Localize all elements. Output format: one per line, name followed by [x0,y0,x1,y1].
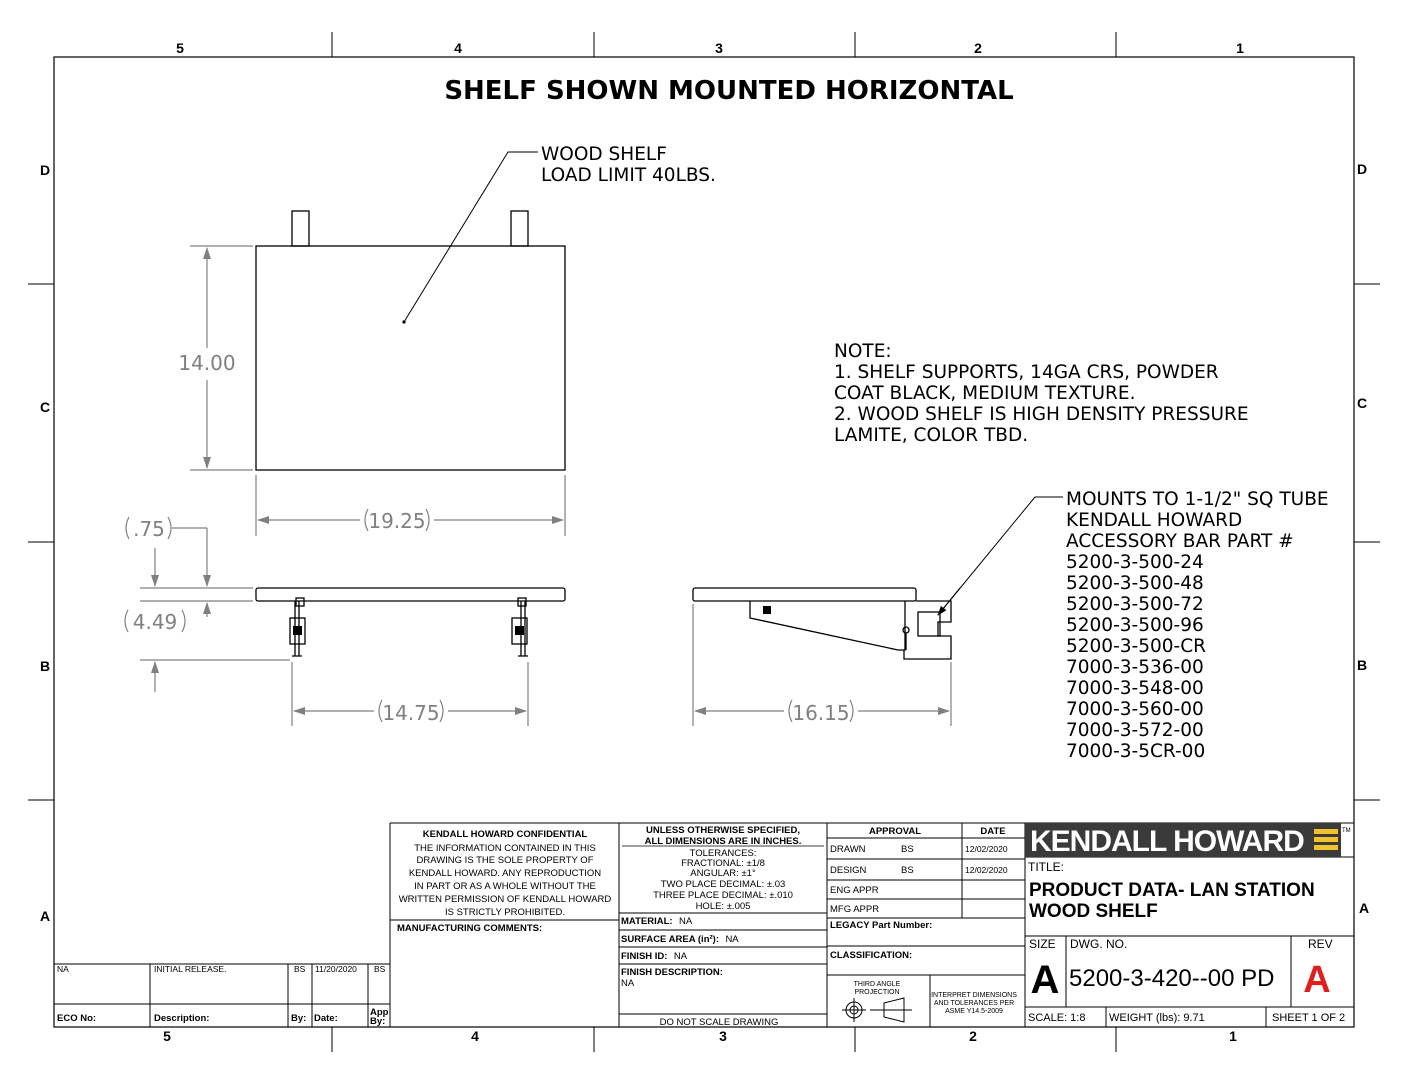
approval-row-date: 12/02/2020 [965,865,1008,875]
dwg-label: DWG. NO. [1070,937,1128,951]
approval-block [830,826,1017,1022]
eco-header: ECO No: [57,1013,97,1024]
no-scale-note: DO NOT SCALE DRAWING [659,1017,779,1028]
dimension-label: 16.15 [792,701,850,725]
shelf-top-view [256,211,565,470]
shelf-side-view [693,588,951,659]
mount-part-number: 7000-3-548-00 [1066,678,1204,699]
confidential-heading: KENDALL HOWARD CONFIDENTIAL [422,829,588,840]
zone-row-label: C [1356,395,1368,411]
finish-desc-label: FINISH DESCRIPTION: [621,967,723,978]
zone-row-label: B [1356,657,1368,673]
surface-area-field [621,929,739,946]
confidential-line: THE INFORMATION CONTAINED IN THIS [414,843,596,854]
mount-callout [1066,489,1329,762]
mount-part-number: 7000-3-572-00 [1066,720,1204,741]
note-line: 1. SHELF SUPPORTS, 14GA CRS, POWDER [834,362,1219,383]
zone-row-label: D [1356,161,1368,177]
note-line: LAMITE, COLOR TBD. [834,425,1029,446]
approval-row-label: ENG APPR [830,885,879,896]
weight-value: WEIGHT (lbs): 9.71 [1109,1012,1205,1024]
scale-value: SCALE: 1:8 [1028,1012,1086,1024]
title-line: WOOD SHELF [1029,901,1158,922]
logo-text: KENDALL HOWARD [1030,825,1304,858]
approval-row-label: DESIGN [830,865,867,876]
revision-block [57,964,389,1027]
revision-app: BS [374,964,386,974]
title-fields [1028,860,1345,1024]
mount-part-number: 5200-3-500-CR [1066,636,1206,657]
kendall-howard-logo [1025,823,1351,858]
mount-part-number: 5200-3-500-24 [1066,552,1204,573]
finish-desc-value: NA [621,978,635,989]
zone-col-label: 4 [471,1028,479,1044]
dimension-thickness [126,517,253,601]
third-angle-projection-icon [842,998,912,1022]
dimension-label: .75 [133,517,165,541]
finish-id-field [621,946,688,963]
drawing-number: 5200-3-420--00 PD [1069,965,1275,992]
notes-block [834,341,1249,446]
zone-row-label: D [39,162,51,178]
dimension-bracket-height [125,603,290,692]
zone-col-label: 1 [1229,1028,1237,1044]
approval-row-label: MFG APPR [830,904,880,915]
mount-line: MOUNTS TO 1-1/2" SQ TUBE [1066,489,1329,510]
material-value: NA [679,916,693,927]
revision-by: BS [294,964,306,974]
dimension-width-top [256,475,565,536]
confidential-line: KENDALL HOWARD. ANY REPRODUCTION [408,868,602,879]
revision-eco: NA [57,964,69,974]
approval-row-label: DRAWN [830,844,866,855]
zone-col-label: 2 [969,1028,977,1044]
confidential-line: IS STRICTLY PROHIBITED. [444,907,566,918]
app-header: App [370,1007,389,1018]
mount-part-number: 5200-3-500-72 [1066,594,1204,615]
note-line: 2. WOOD SHELF IS HIGH DENSITY PRESSURE [834,404,1249,425]
projection-label: THIRD ANGLE [853,981,901,988]
approval-row-by: BS [901,865,914,876]
mount-part-number: 5200-3-500-96 [1066,615,1204,636]
revision-date: 11/20/2020 [315,964,357,974]
interpret-line: AND TOLERANCES PER [933,1000,1015,1007]
material-field [621,911,693,928]
legacy-part-label: LEGACY Part Number: [830,920,933,931]
confidential-line: IN PART OR AS A WHOLE WITHOUT THE [414,881,596,892]
dimension-label: 14.00 [178,351,236,375]
app-header: By: [370,1016,386,1027]
tolerance-heading: ALL DIMENSIONS ARE IN INCHES. [644,836,802,847]
mount-part-number: 7000-3-5CR-00 [1066,741,1206,762]
zone-row-label: A [39,908,51,924]
approval-row-date: 12/02/2020 [965,844,1008,854]
classification-label: CLASSIFICATION: [830,950,913,961]
zone-col-label: 3 [715,40,723,56]
zone-col-label: 1 [1236,40,1244,56]
dimension-label: 14.75 [382,701,440,725]
confidential-line: DRAWING IS THE SOLE PROPERTY OF [416,855,594,866]
callout-leader [404,152,538,322]
zone-col-label: 2 [974,40,982,56]
dimension-height [178,246,253,470]
description-header: Description: [154,1013,210,1024]
rev-value: A [1303,959,1331,1001]
size-value: A [1030,958,1060,1002]
tolerance-heading: UNLESS OTHERWISE SPECIFIED, [646,825,800,836]
manufacturing-comments: MANUFACTURING COMMENTS: [397,923,543,934]
zone-col-label: 5 [163,1028,171,1044]
mount-line: KENDALL HOWARD [1066,510,1243,531]
tolerance-line: TWO PLACE DECIMAL: ±.03 [660,879,786,890]
sheet-value: SHEET 1 OF 2 [1272,1012,1346,1024]
zone-row-label: B [39,658,51,674]
mount-part-number: 5200-3-500-48 [1066,573,1204,594]
title-label: TITLE: [1028,860,1065,874]
zone-col-label: 4 [454,40,462,56]
confidential-line: WRITTEN PERMISSION OF KENDALL HOWARD [398,894,612,905]
callout-leader [938,497,1063,615]
date-header: Date: [314,1013,338,1024]
mount-line: ACCESSORY BAR PART # [1066,531,1294,552]
callout-shelf-line: WOOD SHELF [541,144,667,165]
zone-col-label: 5 [176,40,184,56]
interpret-line: ASME Y14.5-2009 [945,1008,1003,1015]
tolerance-line: HOLE: ±.005 [695,901,751,912]
approval-heading: APPROVAL [868,826,922,837]
zone-row-label: C [39,399,51,415]
tolerance-block [621,825,824,1028]
zone-col-label: 3 [719,1028,727,1044]
size-label: SIZE [1029,937,1056,951]
date-heading: DATE [980,826,1006,837]
dimension-bracket-spacing [292,662,528,726]
by-header: By: [291,1013,307,1024]
mount-part-number: 7000-3-536-00 [1066,657,1204,678]
revision-description: INITIAL RELEASE. [154,964,227,974]
callout-shelf-line: LOAD LIMIT 40LBS. [541,165,716,186]
dimension-label: 19.25 [368,509,426,533]
tolerance-line: FRACTIONAL: ±1/8 [681,858,765,869]
interpret-line: INTERPRET DIMENSIONS [931,992,1017,999]
title-line: PRODUCT DATA- LAN STATION [1029,880,1315,901]
finish-id-value: NA [673,951,688,962]
approval-row-by: BS [901,844,914,855]
surface-value: NA [725,934,739,945]
drawing-title: SHELF SHOWN MOUNTED HORIZONTAL [444,76,1014,106]
dimension-label: 4.49 [132,610,178,634]
zone-row-label: A [1358,900,1370,916]
material-label: MATERIAL: [621,916,673,927]
tolerance-line: THREE PLACE DECIMAL: ±.010 [653,890,793,901]
mount-part-number: 7000-3-560-00 [1066,699,1204,720]
tolerance-line: ANGULAR: ±1° [690,868,756,879]
note-line: COAT BLACK, MEDIUM TEXTURE. [834,383,1136,404]
projection-label: PROJECTION [854,989,900,996]
tolerance-line: TOLERANCES: [689,848,757,859]
finish-id-label: FINISH ID: [621,951,668,962]
dimension-depth-side [693,604,951,726]
rev-label: REV [1308,937,1333,951]
confidential-block [397,829,611,934]
shelf-front-view [256,588,565,656]
surface-label: SURFACE AREA (in²): [621,934,719,945]
logo-tm: TM [1342,828,1351,834]
note-line: NOTE: [834,341,892,362]
